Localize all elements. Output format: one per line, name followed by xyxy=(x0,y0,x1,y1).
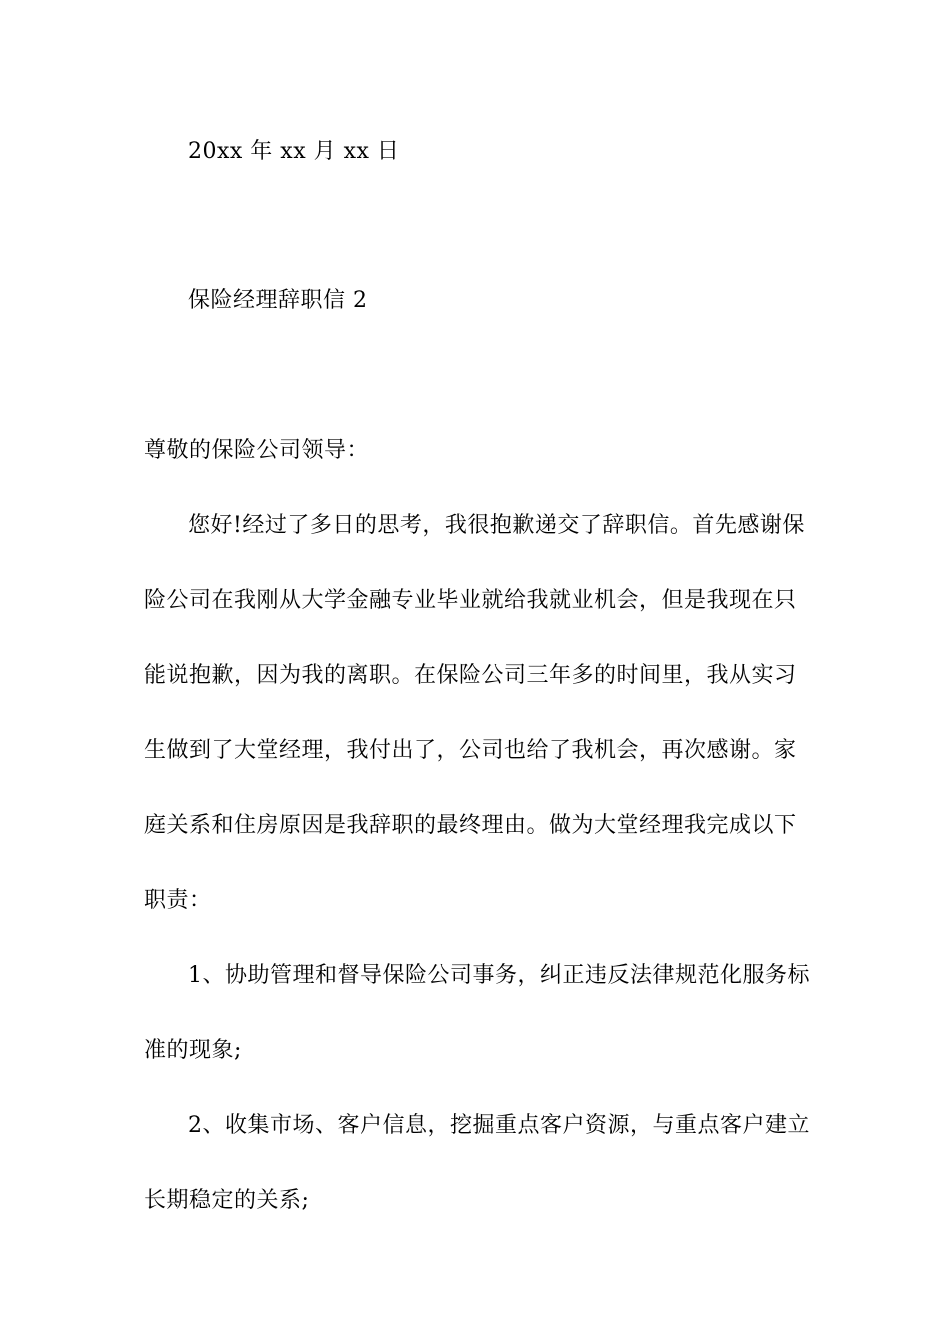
body-line: 庭关系和住房原因是我辞职的最终理由。做为大堂经理我完成以下 xyxy=(144,813,797,838)
body-line: 职责： xyxy=(144,888,212,913)
letter-title: 保险经理辞职信 2 xyxy=(188,288,368,313)
list-item-2-line: 2、收集市场、客户信息，挖掘重点客户资源，与重点客户建立 xyxy=(188,1113,810,1138)
body-line: 您好!经过了多日的思考，我很抱歉递交了辞职信。首先感谢保 xyxy=(188,513,805,538)
body-line: 生做到了大堂经理，我付出了，公司也给了我机会，再次感谢。家 xyxy=(144,738,797,763)
body-line: 险公司在我刚从大学金融专业毕业就给我就业机会，但是我现在只 xyxy=(144,588,797,613)
body-line: 能说抱歉，因为我的离职。在保险公司三年多的时间里，我从实习 xyxy=(144,663,797,688)
letter-date: 20xx 年 xx 月 xx 日 xyxy=(188,139,400,164)
list-item-1-line: 1、协助管理和督导保险公司事务，纠正违反法律规范化服务标 xyxy=(188,963,810,988)
list-item-1-line: 准的现象; xyxy=(144,1038,242,1063)
letter-salutation: 尊敬的保险公司领导： xyxy=(144,438,370,463)
list-item-2-line: 长期稳定的关系; xyxy=(144,1188,310,1213)
